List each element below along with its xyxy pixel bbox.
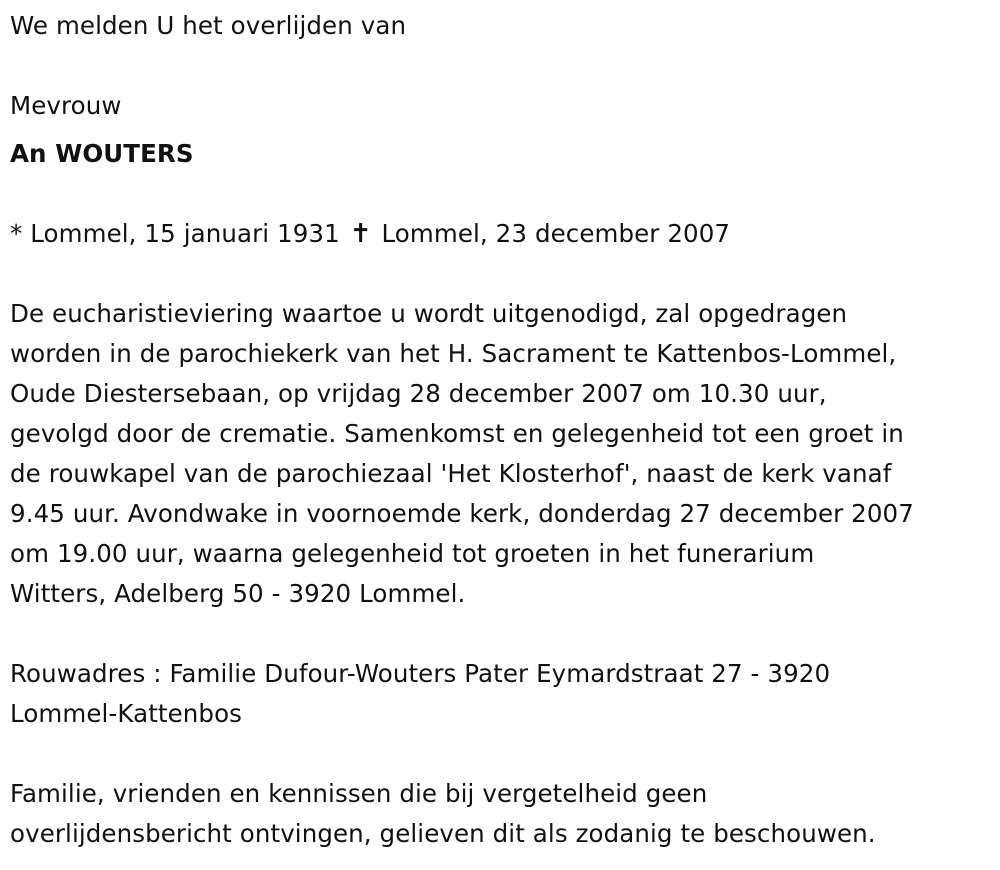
spacer: [10, 174, 1000, 214]
paragraph-line: om 19.00 uur, waarna gelegenheid tot groeten in het funerarium: [10, 539, 815, 568]
closing-line: overlijdensbericht ontvingen, gelieven dit als zodanig te beschouwen.: [10, 819, 876, 848]
ceremony-paragraph: [10, 294, 1000, 614]
birth-date: * Lommel, 15 januari 1931: [10, 219, 340, 248]
paragraph-line: worden in de parochiekerk van het H. Sacrament te Kattenbos-Lommel,: [10, 339, 897, 368]
spacer: [10, 734, 1000, 774]
closing-paragraph: [10, 774, 1000, 854]
paragraph-line: 9.45 uur. Avondwake in voornoemde kerk, donderdag 27 december 2007: [10, 499, 914, 528]
deceased-name: An WOUTERS: [10, 139, 194, 168]
cross-icon: ✝: [349, 219, 372, 249]
spacer: [10, 46, 1000, 86]
life-dates: [10, 214, 1000, 254]
deceased-title: Mevrouw: [10, 91, 122, 120]
closing-line: Familie, vrienden en kennissen die bij vergetelheid geen: [10, 779, 708, 808]
paragraph-line: Oude Diestersebaan, op vrijdag 28 december 2007 om 10.30 uur,: [10, 379, 827, 408]
paragraph-line: de rouwkapel van de parochiezaal 'Het Klosterhof', naast de kerk vanaf: [10, 459, 892, 488]
address-line: Rouwadres : Familie Dufour-Wouters Pater Eymardstraat 27 - 3920: [10, 659, 831, 688]
paragraph-line: De eucharistieviering waartoe u wordt uitgenodigd, zal opgedragen: [10, 299, 848, 328]
spacer: [10, 614, 1000, 654]
paragraph-line: Witters, Adelberg 50 - 3920 Lommel.: [10, 579, 466, 608]
address-line: Lommel-Kattenbos: [10, 699, 243, 728]
intro-text: We melden U het overlijden van: [10, 11, 407, 40]
death-date: Lommel, 23 december 2007: [381, 219, 731, 248]
mourning-address: [10, 654, 1000, 734]
spacer: [10, 254, 1000, 294]
paragraph-line: gevolgd door de crematie. Samenkomst en gelegenheid tot een groet in: [10, 419, 904, 448]
